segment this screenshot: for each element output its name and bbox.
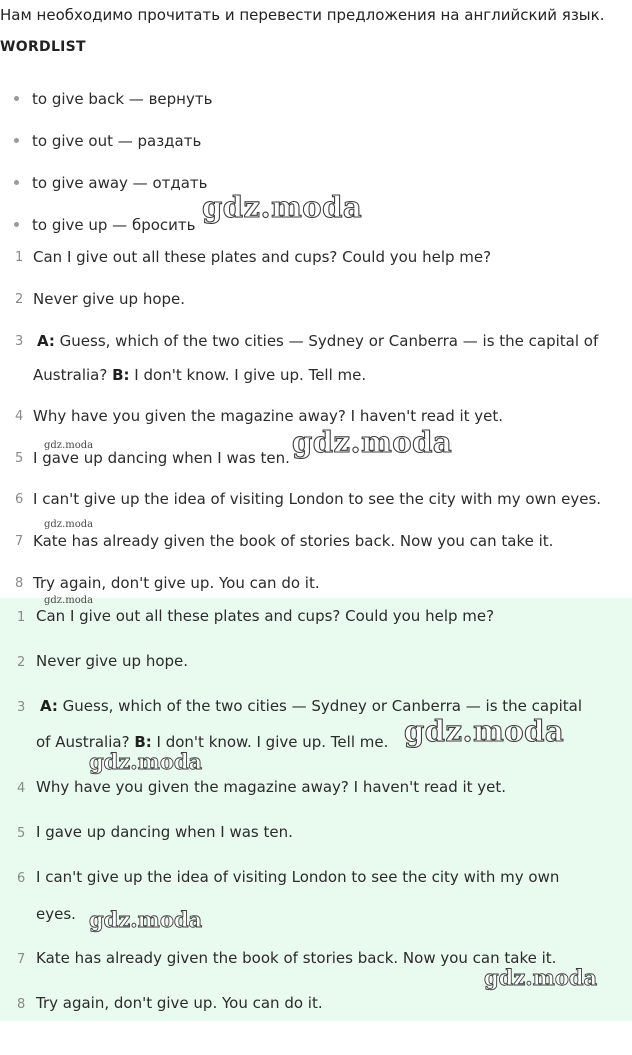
watermark-logo: gdz.moda — [404, 714, 565, 748]
bullet-icon — [14, 138, 19, 143]
bullet-icon — [14, 222, 19, 227]
sentence-text: Can I give out all these plates and cups? Could you help me? — [33, 248, 492, 266]
sentence-text: Kate has already given the book of stories back. Now you can take it. — [33, 532, 554, 550]
answer-number: 1 — [17, 610, 26, 625]
intro-text: Нам необходимо прочитать и перевести предложения на английский язык. — [0, 6, 605, 24]
answer-text: Can I give out all these plates and cups? Could you help me? — [36, 607, 495, 625]
speaker-b-label: B: — [112, 366, 130, 384]
watermark-logo: gdz.moda — [89, 907, 203, 932]
watermark-logo: gdz.moda — [484, 965, 598, 990]
answer-number: 5 — [17, 826, 26, 841]
sentence-text: Why have you given the magazine away? I haven't read it yet. — [33, 407, 504, 425]
speaker-a-continued: of Australia? — [36, 733, 135, 751]
watermark-logo: gdz.moda — [202, 190, 363, 224]
speaker-a-label: A: — [37, 332, 55, 350]
speaker-a-text: Guess, which of the two cities — Sydney or Canberra — is the capital of — [54, 332, 599, 350]
speaker-a-label: A: — [40, 697, 58, 715]
wordlist-item — [14, 132, 201, 150]
answer-number: 3 — [17, 700, 26, 715]
answer-number: 7 — [17, 952, 26, 967]
speaker-b-text: I don't know. I give up. Tell me. — [129, 366, 367, 384]
wordlist-item-text: to give out — раздать — [32, 132, 202, 150]
watermark-logo: gdz.moda — [292, 425, 453, 459]
answer-text-continued: eyes. — [36, 905, 76, 923]
sentence-text: Try again, don't give up. You can do it. — [33, 574, 320, 592]
sentence-text: I can't give up the idea of visiting London to see the city with my own eyes. — [33, 490, 602, 508]
answer-number: 6 — [17, 871, 26, 886]
wordlist-item-text: to give up — бросить — [32, 216, 196, 234]
speaker-a-text: Guess, which of the two cities — Sydney or Canberra — is the capital — [57, 697, 583, 715]
answer-text: I can't give up the idea of visiting London to see the city with my own — [36, 868, 560, 886]
answer-text: I gave up dancing when I was ten. — [36, 823, 293, 841]
sentence-number: 8 — [15, 576, 24, 591]
watermark-logo: gdz.moda — [44, 519, 94, 530]
sentence-text-continued — [33, 366, 366, 384]
sentence-number: 1 — [15, 250, 24, 265]
wordlist-title: WORDLIST — [0, 39, 86, 55]
watermark-logo: gdz.moda — [44, 440, 94, 451]
wordlist-item-text: to give back — вернуть — [32, 90, 213, 108]
sentence-text: I gave up dancing when I was ten. — [33, 449, 290, 467]
speaker-b-label: B: — [134, 733, 152, 751]
sentence-text — [37, 332, 598, 350]
wordlist-item — [14, 90, 212, 108]
sentence-number: 2 — [15, 292, 24, 307]
answer-number: 4 — [17, 781, 26, 796]
answer-text: Never give up hope. — [36, 652, 189, 670]
sentence-text: Never give up hope. — [33, 290, 186, 308]
watermark-logo: gdz.moda — [89, 749, 203, 774]
bullet-icon — [14, 180, 19, 185]
sentence-number: 7 — [15, 534, 24, 549]
bullet-icon — [14, 96, 19, 101]
sentence-number: 6 — [15, 492, 24, 507]
answer-number: 8 — [17, 997, 26, 1012]
speaker-b-text: I don't know. I give up. Tell me. — [151, 733, 389, 751]
sentence-number: 4 — [15, 409, 24, 424]
answer-text — [40, 697, 582, 715]
answer-text: Try again, don't give up. You can do it. — [36, 994, 323, 1012]
sentence-number: 5 — [15, 451, 24, 466]
sentence-number: 3 — [15, 334, 24, 349]
wordlist-item-text: to give away — отдать — [32, 174, 208, 192]
answer-number: 2 — [17, 655, 26, 670]
wordlist-item — [14, 174, 208, 192]
speaker-a-continued: Australia? — [33, 366, 113, 384]
answer-text: Why have you given the magazine away? I haven't read it yet. — [36, 778, 507, 796]
watermark-logo: gdz.moda — [44, 595, 94, 606]
answer-text: Kate has already given the book of stories back. Now you can take it. — [36, 949, 557, 967]
wordlist-item — [14, 216, 195, 234]
